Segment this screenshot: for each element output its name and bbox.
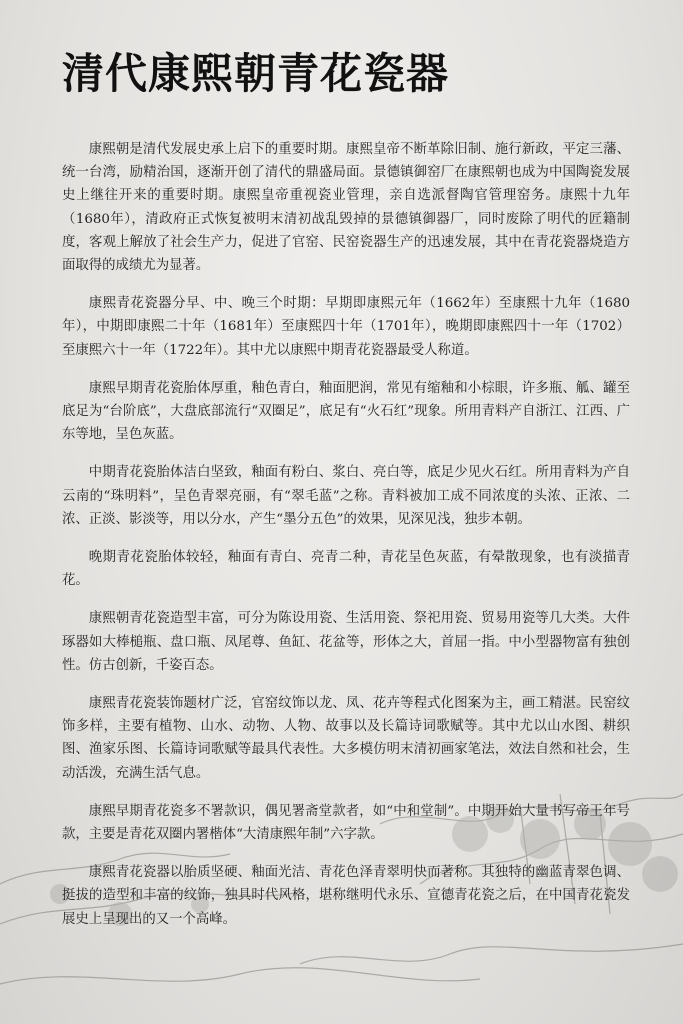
paragraph-middle-period: 中期青花瓷胎体洁白坚致，釉面有粉白、浆白、亮白等，底足少见火石红。所用青料为产自云南的“珠明料”，呈色青翠亮丽，有“翠毛蓝”之称。青料被加工成不同浓度的头浓、正浓、二浓、正淡、影淡等，用以分水，产生“墨分五色”的效果，见深见浅，独步本朝。 xyxy=(62,465,630,527)
page-title: 清代康熙朝青花瓷器 xyxy=(62,49,450,98)
paragraph-intro: 康熙朝是清代发展史承上启下的重要时期。康熙皇帝不断革除旧制、施行新政，平定三藩、统一台湾，励精治国，逐渐开创了清代的鼎盛局面。景德镇御窑厂在康熙朝也成为中国陶瓷发展史上继往开来的重要时期。康熙皇帝重视瓷业管理，亲自选派督陶官管理窑务。康熙十九年（1680年），清政府正式恢复被明末清初战乱毁掉的景德镇御器厂，同时废除了明代的匠籍制度，客观上解放了社会生产力，促进了官窑、民窑瓷器生产的迅速发展，其中在青花瓷器烧造方面取得的成绩尤为显著。 xyxy=(62,142,630,274)
paragraph-early-period: 康熙早期青花瓷胎体厚重，釉色青白，釉面肥润，常见有缩釉和小棕眼，许多瓶、觚、罐至底足为“台阶底”，大盘底部流行“双圈足”，底足有“火石红”现象。所用青料产自浙江、江西、广东等地，呈色灰蓝。 xyxy=(62,380,630,443)
paragraph-conclusion: 康熙青花瓷器以胎质坚硬、釉面光洁、青花色泽青翠明快而著称。其独特的幽蓝青翠色调、挺拔的造型和丰富的纹饰，独具时代风格，堪称继明代永乐、宣德青花瓷之后，在中国青花瓷发展史上呈现出的又一个高峰。 xyxy=(62,865,630,927)
paragraph-shapes: 康熙朝青花瓷造型丰富，可分为陈设用瓷、生活用瓷、祭祀用瓷、贸易用瓷等几大类。大件琢器如大棒槌瓶、盘口瓶、凤尾尊、鱼缸、花盆等，形体之大，首屈一指。中小型器物富有独创性。仿古创新，千姿百态。 xyxy=(62,611,630,673)
paragraph-late-period: 晚期青花瓷胎体较轻，釉面有青白、亮青二种，青花呈色灰蓝，有晕散现象，也有淡描青花。 xyxy=(62,550,630,589)
paragraph-decoration: 康熙青花瓷装饰题材广泛，官窑纹饰以龙、凤、花卉等程式化图案为主，画工精湛。民窑纹饰多样，主要有植物、山水、动物、人物、故事以及长篇诗词歌赋等。其中尤以山水图、耕织图、渔家乐图、长篇诗词歌赋等最具代表性。大多模仿明末清初画家笔法，效法自然和社会，生动活泼，充满生活气息。 xyxy=(62,696,630,781)
article-body xyxy=(62,138,630,946)
paragraph-periods: 康熙青花瓷器分早、中、晚三个时期：早期即康熙元年（1662年）至康熙十九年（1680年），中期即康熙二十年（1681年）至康熙四十年（1701年），晚期即康熙四十一年（1702）至康熙六十一年（1722年）。其中尤以康熙中期青花瓷器最受人称道。 xyxy=(62,296,630,358)
paragraph-marks: 康熙早期青花瓷多不署款识，偶见署斋堂款者，如“中和堂制”。中期开始大量书写帝王年号款，主要是青花双圈内署楷体“大清康熙年制”六字款。 xyxy=(62,803,630,843)
